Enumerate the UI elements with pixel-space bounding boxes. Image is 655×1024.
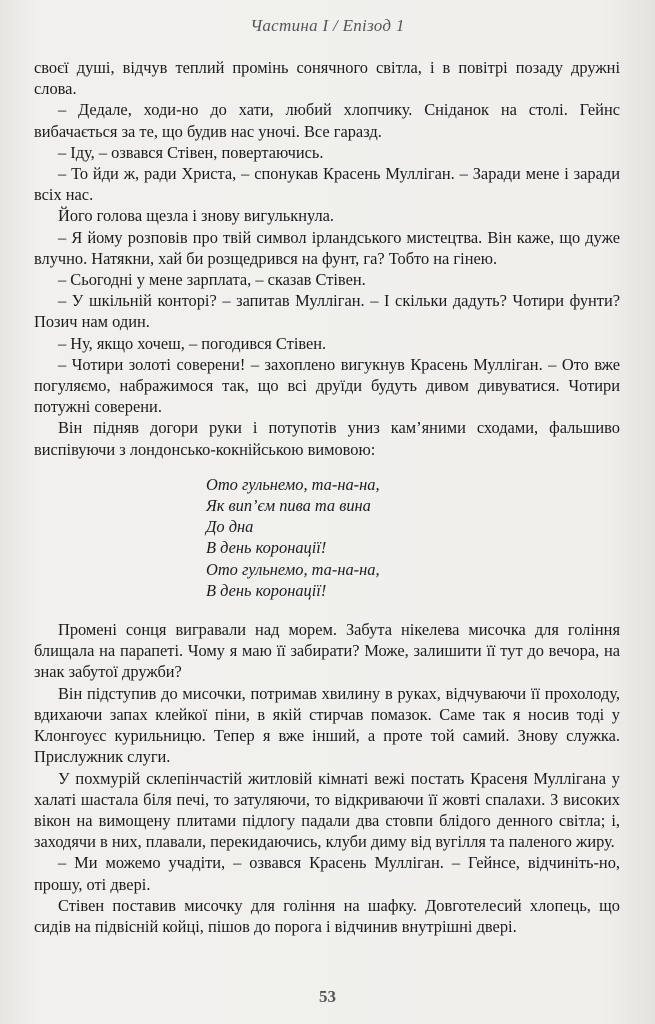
paragraph: Він підступив до мисочки, потримав хвилину в руках, відчуваючи її прохолоду, вдихаючи запах клейкої піни, в якій стирчав помазок. Саме так я носив тоді у Клонгоуєс курильницю. Тепер я вже інший, а проте той самий. Знову служка. Прислужник слуги. (34, 683, 620, 767)
paragraph: Його голова щезла і знову вигулькнула. (58, 206, 335, 226)
paragraph: – Я йому розповів про твій символ ірландського мистецтва. Він каже, що дуже влучно. Натякни, хай би розщедрився на фунт, га? Тобто на гінею. (34, 227, 620, 268)
verse-line: Ото гульнемо, та-на-на, (206, 559, 380, 579)
paragraph: У похмурій склепінчастій житловій кімнаті вежі постать Красеня Муллігана у халаті шастала біля печі, то затуляючи, то відкриваючи її жовті спалахи. З високих вікон на вимощену плитами підлогу падали два стовпи блідого денного світла; і, заходячи в них, плавали, перекидаючись, клуби диму від вугілля та паленого жиру. (34, 768, 620, 852)
verse-line: Як вип’єм пива та вина (206, 496, 371, 516)
paragraph: – У шкільній конторі? – запитав Мулліган. – І скільки дадуть? Чотири фунти? Позич нам один. (34, 291, 620, 332)
paragraph: Стівен поставив мисочку для гоління на шафку. Довготелесий хлопець, що сидів на підвісній койці, пішов до порога і відчинив внутрішні двері. (34, 895, 620, 936)
verse-line: До дна (206, 517, 254, 537)
paragraph: – Дедале, ходи-но до хати, любий хлопчику. Сніданок на столі. Гейнс вибачається за те, що будив нас уночі. Все гаразд. (34, 100, 620, 141)
song-verse (206, 474, 620, 601)
running-head: Частина I / Епізод 1 (250, 16, 405, 35)
paragraph: – Іду, – озвався Стівен, повертаючись. (58, 142, 324, 162)
verse-line: В день коронації! (206, 538, 327, 558)
verse-line: Ото гульнемо, та-на-на, (206, 474, 380, 494)
page-number: 53 (319, 987, 336, 1006)
paragraph: – Ми можемо учадіти, – озвався Красень Мулліган. – Гейнсе, відчиніть-но, прошу, оті двері. (34, 853, 620, 894)
paragraph: – Чотири золоті соверени! – захоплено вигукнув Красень Мулліган. – Ото вже погуляємо, набражимося так, що всі друїди будуть дивом дивуватися. Чотири потужні соверени. (34, 354, 620, 417)
body-text (34, 57, 620, 937)
paragraph: Він підняв догори руки і потупотів униз кам’яними сходами, фальшиво виспівуючи з лондонсько-кокнійською вимовою: (34, 418, 620, 459)
paragraph: – То йди ж, ради Христа, – спонукав Красень Мулліган. – Заради мене і заради всіх нас. (34, 164, 620, 205)
paragraph: Промені сонця вигравали над морем. Забута нікелева мисочка для гоління блищала на парапеті. Чому я маю її забирати? Може, залишити її тут до вечора, на знак забутої дружби? (34, 620, 620, 682)
verse-line: В день коронації! (206, 580, 327, 600)
paragraph: – Ну, якщо хочеш, – погодився Стівен. (58, 333, 327, 353)
paragraph: своєї душі, відчув теплий промінь сонячного світла, і в повітрі позаду дружні слова. (34, 58, 620, 99)
paragraph: – Сьогодні у мене зарплата, – сказав Стівен. (58, 270, 366, 290)
